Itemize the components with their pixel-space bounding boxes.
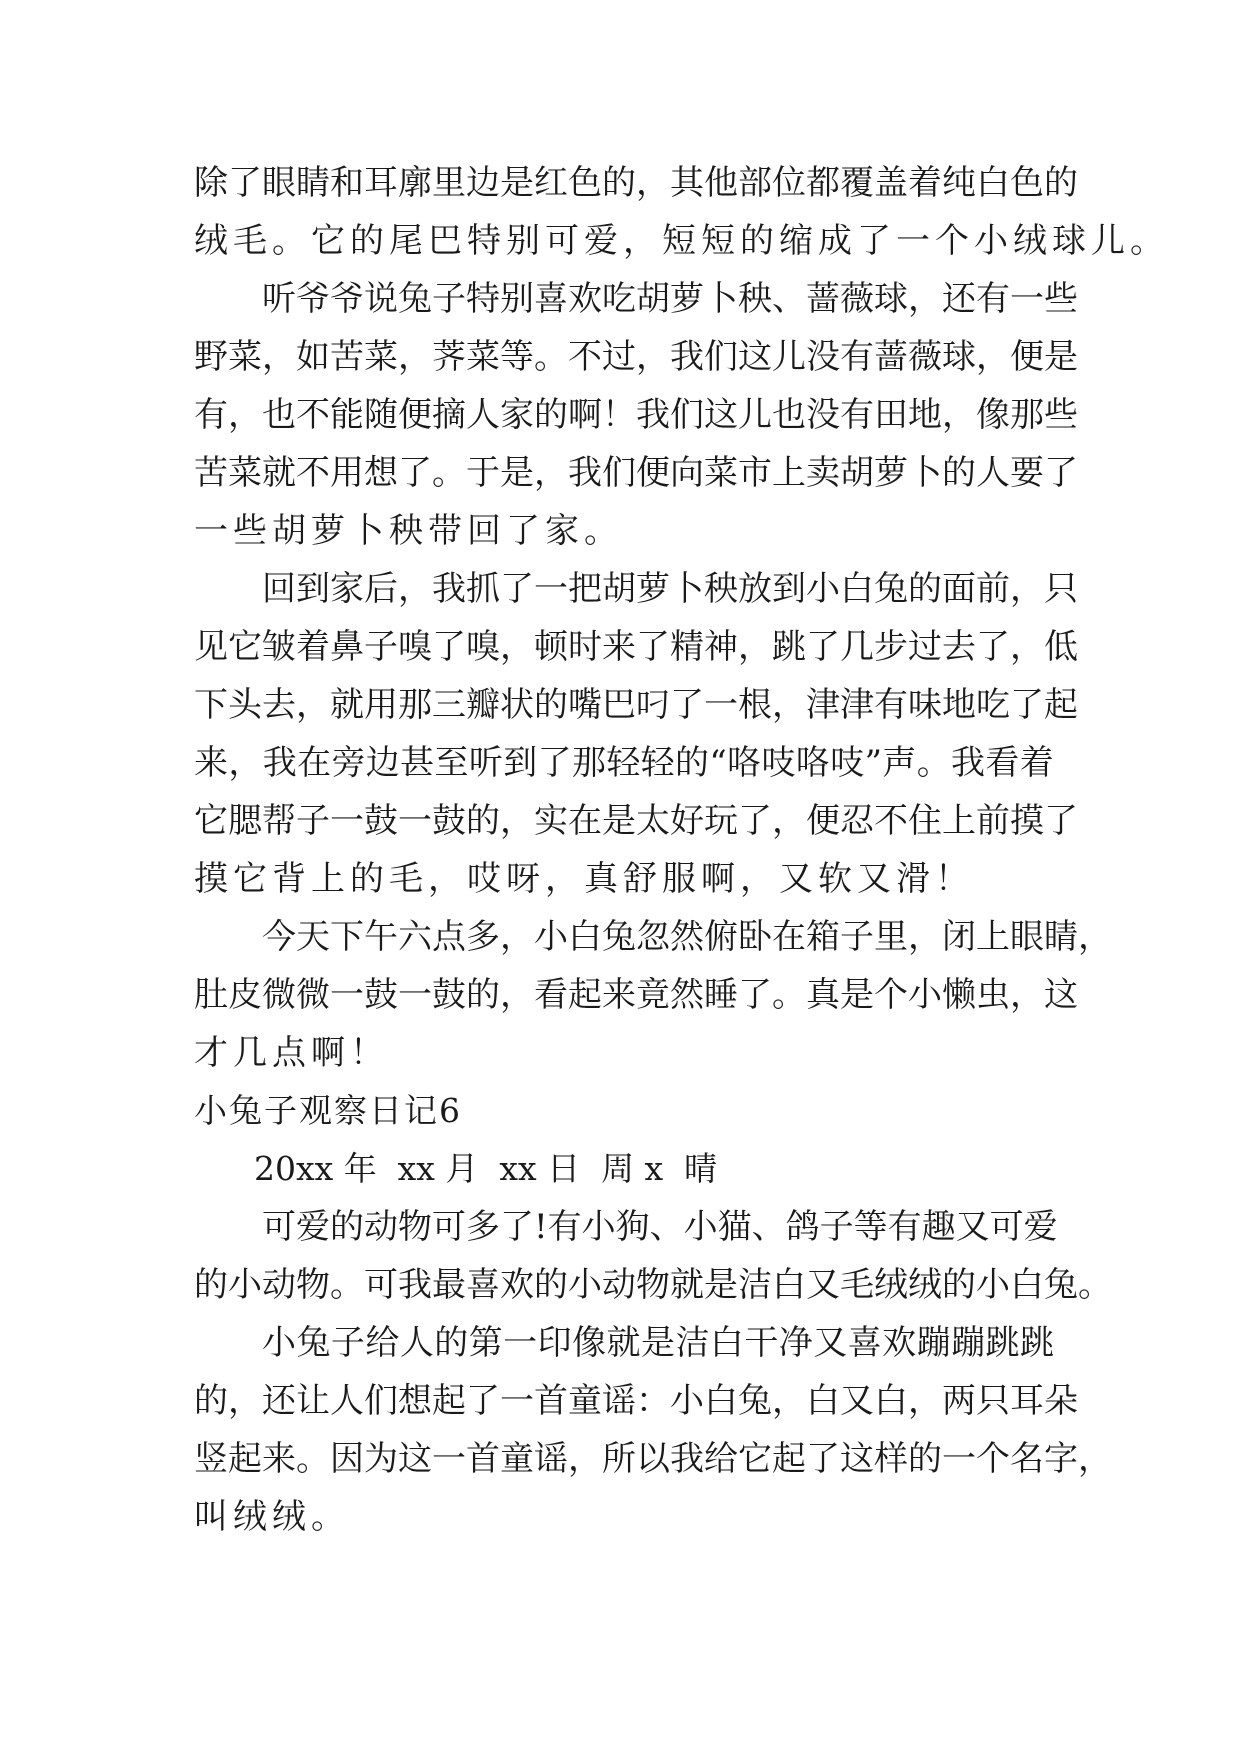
paragraph-line: 它 腮 帮 子 一 鼓 一 鼓 的 ， 实 在 是 太 好 玩 了 ， 便 忍 不 住 上 前 摸 了 bbox=[194, 801, 1078, 841]
paragraph-line: 竖 起 来 。 因 为 这 一 首 童 谣 ， 所 以 我 给 它 起 了 这 样 的 一 个 名 字 ， bbox=[194, 1439, 1112, 1479]
paragraph-line: 听 爷 爷 说 兔 子 特 别 喜 欢 吃 胡 萝 卜 秧 、 蔷 薇 球 ， 还 有 一 些 bbox=[262, 279, 1078, 319]
diary-date: 20xx 年 xx 月 xx 日 周 x 晴 bbox=[254, 1149, 718, 1188]
paragraph-line: 回 到 家 后 ， 我 抓 了 一 把 胡 萝 卜 秧 放 到 小 白 兔 的 面 前 ， 只 bbox=[262, 569, 1078, 609]
paragraph-line: 的 ， 还 让 人 们 想 起 了 一 首 童 谣 ： 小 白 兔 ， 白 又 白 ， 两 只 耳 朵 bbox=[194, 1381, 1078, 1421]
paragraph-line: 摸它背上的毛，哎呀，真舒服啊，又软又滑！ bbox=[194, 859, 974, 899]
paragraph-line: 才几点啊！ bbox=[194, 1033, 389, 1073]
paragraph-line: 的 小 动 物 。 可 我 最 喜 欢 的 小 动 物 就 是 洁 白 又 毛 绒 绒 的 小 白 兔 。 bbox=[194, 1265, 1112, 1305]
section-title: 小兔子观察日记6 bbox=[194, 1091, 462, 1130]
paragraph-line: 绒毛。它的尾巴特别可爱，短短的缩成了一个小绒球儿。 bbox=[194, 221, 1169, 261]
paragraph-line: 来 ， 我 在 旁 边 甚 至 听 到 了 那 轻 轻 的 “ 咯 吱 咯 吱 ” 声 。 我 看 着 bbox=[194, 743, 1054, 783]
paragraph-line: 有 ， 也 不 能 随 便 摘 人 家 的 啊 ！ 我 们 这 儿 也 没 有 田 地 ， 像 那 些 bbox=[194, 395, 1078, 435]
paragraph-line: 苦 菜 就 不 用 想 了 。 于 是 ， 我 们 便 向 菜 市 上 卖 胡 萝 卜 的 人 要 了 bbox=[194, 453, 1078, 493]
document-page bbox=[194, 154, 1169, 1546]
paragraph-line: 肚 皮 微 微 一 鼓 一 鼓 的 ， 看 起 来 竟 然 睡 了 。 真 是 个 小 懒 虫 ， 这 bbox=[194, 975, 1078, 1015]
paragraph-line: 见 它 皱 着 鼻 子 嗅 了 嗅 ， 顿 时 来 了 精 神 ， 跳 了 几 步 过 去 了 ， 低 bbox=[194, 627, 1078, 667]
paragraph-line: 野 菜 ， 如 苦 菜 ， 荠 菜 等 。 不 过 ， 我 们 这 儿 没 有 蔷 薇 球 ， 便 是 bbox=[194, 337, 1078, 377]
paragraph-line: 叫绒绒。 bbox=[194, 1497, 350, 1537]
paragraph-line: 小 兔 子 给 人 的 第 一 印 像 就 是 洁 白 干 净 又 喜 欢 蹦 蹦 跳 跳 bbox=[262, 1323, 1054, 1363]
paragraph-line: 下 头 去 ， 就 用 那 三 瓣 状 的 嘴 巴 叼 了 一 根 ， 津 津 有 味 地 吃 了 起 bbox=[194, 685, 1078, 725]
paragraph-line: 一些胡萝卜秧带回了家。 bbox=[194, 511, 623, 551]
paragraph-line: 今 天 下 午 六 点 多 ， 小 白 兔 忽 然 俯 卧 在 箱 子 里 ， 闭 上 眼 睛 ， bbox=[262, 917, 1112, 957]
paragraph-line: 可 爱 的 动 物 可 多 了 ! 有 小 狗 、 小 猫 、 鸽 子 等 有 趣 又 可 爱 bbox=[262, 1207, 1058, 1247]
paragraph-line: 除 了 眼 睛 和 耳 廓 里 边 是 红 色 的 ， 其 他 部 位 都 覆 盖 着 纯 白 色 的 bbox=[194, 163, 1078, 203]
